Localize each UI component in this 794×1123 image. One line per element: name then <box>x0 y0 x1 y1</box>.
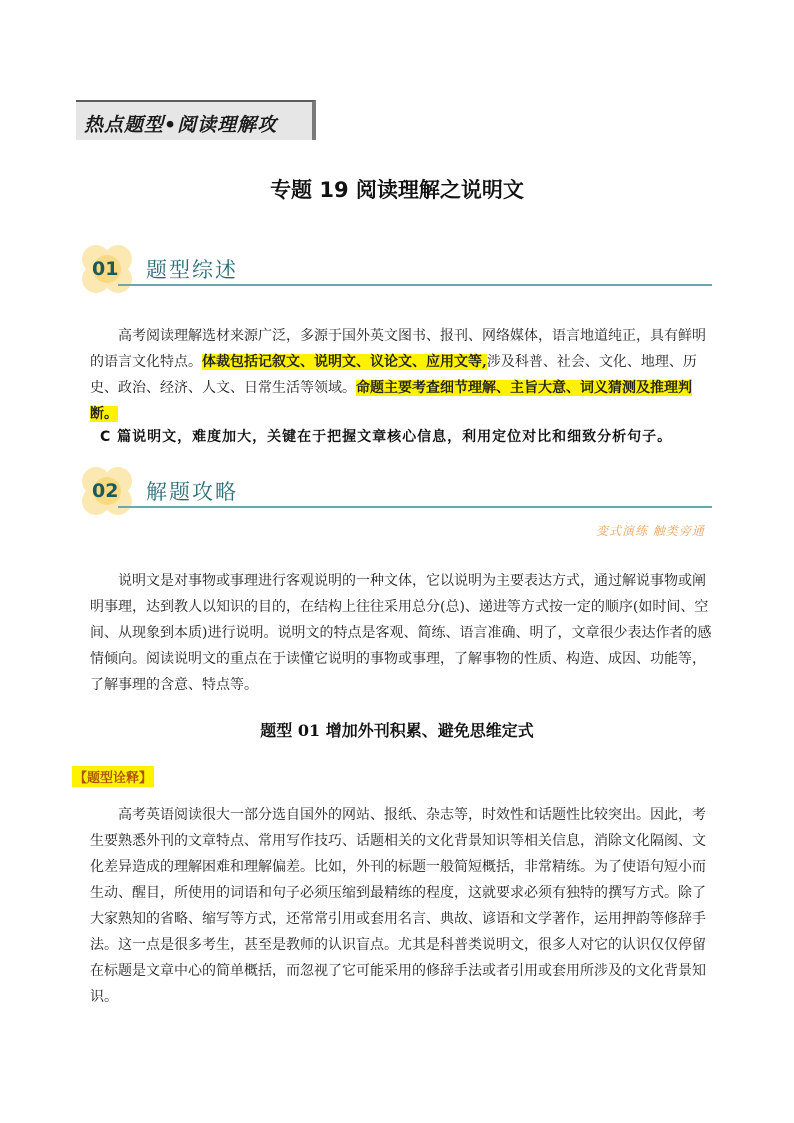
strategy-paragraph: 说明文是对事物或事理进行客观说明的一种文体，它以说明为主要表达方式，通过解说事物或阐明事理，达到教人以知识的目的，在结构上往往采用总分(总)、递进等方式按一定的顺序(如时间、空间、从现象到本质)进行说明。说明文的特点是客观、简练、语言准确、明了，文章很少表达作者的感情倾向。阅读说明文的重点在于读懂它说明的事物或事理，了解事物的性质、构造、成因、功能等，了解事理的含意、特点等。 <box>90 573 712 693</box>
section-title: 解题攻略 <box>146 480 238 504</box>
section-divider <box>118 284 712 286</box>
header-banner <box>76 100 316 140</box>
question-type-heading: 题型 01 增加外刊积累、避免思维定式 <box>260 721 534 740</box>
overview-highlight-1: 体裁包括记叙文、说明文、议论文、应用文等, <box>202 354 487 370</box>
key-note: C 篇说明文，难度加大，关键在于把握文章核心信息，利用定位对比和细致分析句子。 <box>100 429 673 445</box>
overview-text-2: 涉及科普、社会、文化、地理、历史、政治、经济、人文、日常生活等领域。 <box>90 354 697 396</box>
section-divider <box>118 506 712 508</box>
tagline: 变式演练 触类旁通 <box>596 524 705 538</box>
page-title: 专题 19 阅读理解之说明文 <box>270 178 524 202</box>
section-title: 题型综述 <box>146 258 238 282</box>
section-header-strategy <box>78 465 712 517</box>
overview-paragraph <box>90 323 714 427</box>
section-number: 02 <box>92 480 119 502</box>
interpretation-label: 【题型诠释】 <box>72 766 154 787</box>
overview-text-1: 高考阅读理解选材来源广泛，多源于国外英文图书、报刊、网络媒体，语言地道纯正，具有鲜明的语言文化特点。 <box>90 328 706 370</box>
section-number: 01 <box>92 258 119 280</box>
overview-highlight-2: 命题主要考查细节理解、主旨大意、词义猜测及推理判断。 <box>90 380 692 422</box>
interpretation-paragraph: 高考英语阅读很大一部分选自国外的网站、报纸、杂志等，时效性和话题性比较突出。因此，考生要熟悉外刊的文章特点、常用写作技巧、话题相关的文化背景知识等相关信息，消除文化隔阂、文化差异造成的理解困难和理解偏差。比如，外刊的标题一般简短概括，非常精练。为了使语句短小而生动、醒目，所使用的词语和句子必须压缩到最精练的程度，这就要求必须有独特的撰写方式。除了大家熟知的省略、缩写等方式，还常常引用或套用名言、典故、谚语和文学著作，运用押韵等修辞手法。这一点是很多考生，甚至是教师的认识盲点。尤其是科普类说明文，很多人对它的认识仅仅停留在标题是文章中心的简单概括，而忽视了它可能采用的修辞手法或者引用或套用所涉及的文化背景知识。 <box>90 807 706 1005</box>
banner-text: 热点题型•阅读理解攻 <box>84 114 278 136</box>
section-header-overview <box>78 243 712 295</box>
